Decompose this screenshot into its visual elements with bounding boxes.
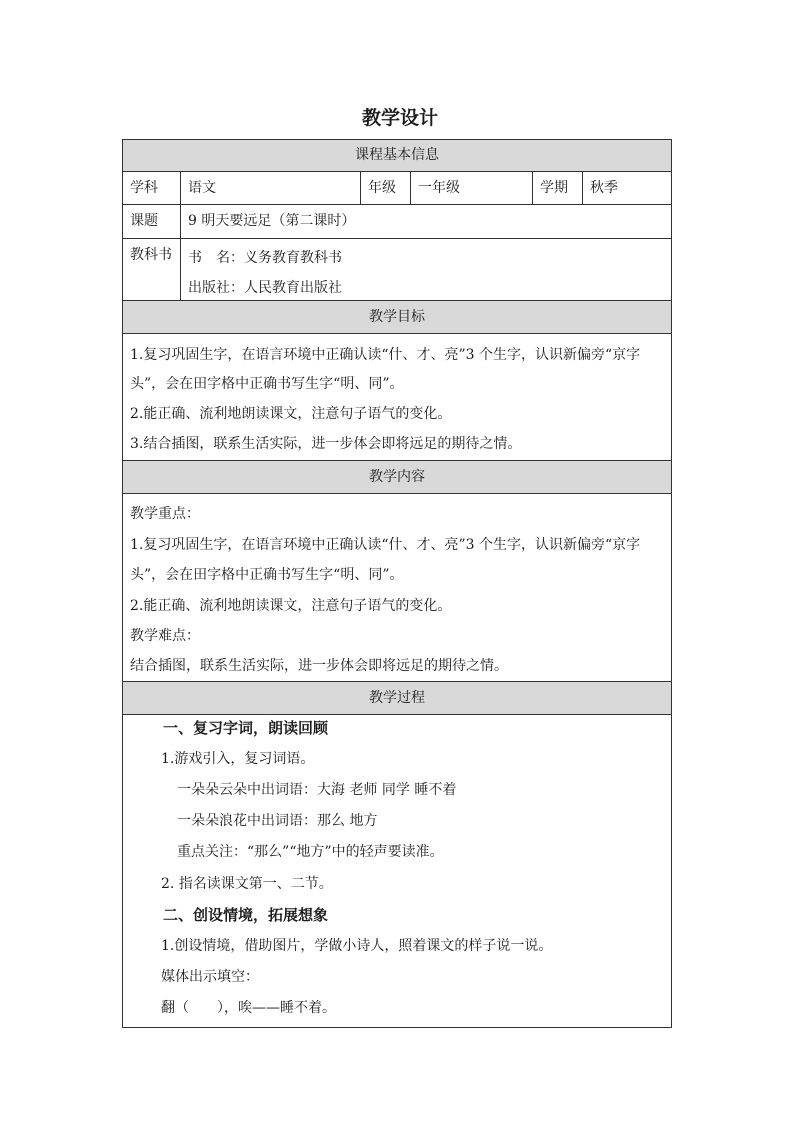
content-line: 2.能正确、流利地朗读课文，注意句子语气的变化。 <box>130 598 452 614</box>
info-row-subject <box>123 172 671 205</box>
topic-value: 9 明天要远足（第二课时） <box>188 213 356 229</box>
subject-label: 学科 <box>123 172 181 204</box>
process-line: 一朵朵浪花中出词语：那么 地方 <box>177 813 378 829</box>
process-line: 一朵朵云朵中出词语：大海 老师 同学 睡不着 <box>177 782 457 798</box>
content-line: 教学难点： <box>130 628 200 644</box>
content-line: 头”，会在田字格中正确书写生字“明、同”。 <box>130 567 404 583</box>
process-line: 翻（ ），唉——睡不着。 <box>161 1000 336 1016</box>
info-row-textbook <box>123 239 671 301</box>
goal-line: 2.能正确、流利地朗读课文，注意句子语气的变化。 <box>130 406 452 422</box>
document-title: 教学设计 <box>361 107 438 129</box>
textbook-label: 教科书 <box>123 239 181 300</box>
subject-value: 语文 <box>181 172 361 204</box>
goal-line: 3.结合插图，联系生活实际，进一步体会即将远足的期待之情。 <box>130 436 522 452</box>
section-header-process: 教学过程 <box>123 682 671 715</box>
grade-label: 年级 <box>361 172 411 204</box>
goals-body <box>123 334 671 461</box>
content-line: 教学重点： <box>130 506 200 522</box>
process-line: 1.创设情境，借助图片，学做小诗人，照着课文的样子说一说。 <box>161 938 553 954</box>
goal-line: 1.复习巩固生字，在语言环境中正确认读“什、才、亮”3 个生字，认识新偏旁“京字 <box>130 347 641 363</box>
content-body <box>123 494 671 682</box>
textbook-name: 书 名：义务教育教科书 <box>188 250 342 266</box>
section-header-goals: 教学目标 <box>123 301 671 334</box>
process-heading: 一、复习字词，朗读回顾 <box>163 719 329 737</box>
process-heading: 二、创设情境，拓展想象 <box>163 906 329 924</box>
process-line: 重点关注：“那么”“地方”中的轻声要读准。 <box>177 844 444 860</box>
textbook-publisher: 出版社：人民教育出版社 <box>188 280 342 296</box>
content-line: 结合插图，联系生活实际，进一步体会即将远足的期待之情。 <box>130 658 508 674</box>
term-label: 学期 <box>533 172 583 204</box>
process-line: 1.游戏引入，复习词语。 <box>161 751 315 767</box>
info-row-topic <box>123 205 671 239</box>
section-header-basic-info: 课程基本信息 <box>123 140 671 172</box>
section-header-content: 教学内容 <box>123 461 671 494</box>
content-line: 1.复习巩固生字，在语言环境中正确认读“什、才、亮”3 个生字，认识新偏旁“京字 <box>130 537 641 553</box>
lesson-plan-table <box>122 139 672 1028</box>
topic-label: 课题 <box>123 205 181 238</box>
process-line: 2. 指名读课文第一、二节。 <box>161 876 333 892</box>
term-value: 秋季 <box>590 180 618 196</box>
goal-line: 头”，会在田字格中正确书写生字“明、同”。 <box>130 376 404 392</box>
textbook-details <box>181 239 671 300</box>
process-line: 媒体出示填空： <box>161 969 259 985</box>
grade-value: 一年级 <box>411 172 533 204</box>
